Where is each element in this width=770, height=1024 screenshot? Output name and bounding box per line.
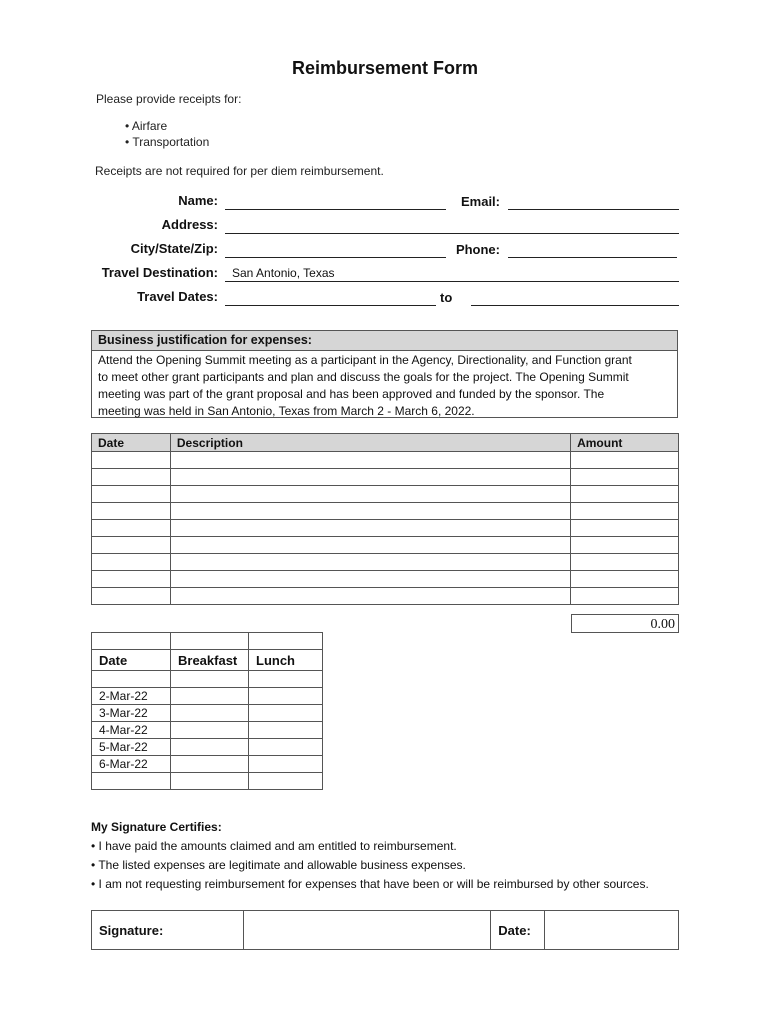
meals-table — [91, 632, 323, 790]
signature-label: Signature: — [92, 911, 244, 950]
justification-heading: Business justification for expenses: — [92, 331, 677, 351]
expenses-total: 0.00 — [571, 614, 679, 633]
meal-date: 6-Mar-22 — [92, 756, 171, 773]
table-row — [92, 469, 679, 486]
table-row — [92, 554, 679, 571]
certification-item: • I am not requesting reimbursement for expenses that have been or will be reimbursed by other sources. — [91, 877, 649, 891]
phone-field[interactable] — [508, 257, 677, 258]
justification-line: meeting was part of the grant proposal and has been approved and funded by the sponsor. The — [98, 387, 605, 401]
expenses-amount-header: Amount — [571, 434, 679, 452]
justification-line: Attend the Opening Summit meeting as a participant in the Agency, Directionality, and Function grant — [98, 353, 632, 367]
travel-dates-to: to — [440, 290, 453, 305]
meal-date: 5-Mar-22 — [92, 739, 171, 756]
meals-header-row — [92, 650, 323, 671]
expenses-date-header: Date — [92, 434, 171, 452]
travel-dates-label: Travel Dates: — [137, 289, 218, 304]
phone-label: Phone: — [455, 242, 500, 257]
certification-section — [91, 818, 649, 894]
certification-item: • I have paid the amounts claimed and am entitled to reimbursement. — [91, 839, 457, 853]
signature-date-field[interactable] — [545, 911, 679, 950]
destination-label: Travel Destination: — [101, 265, 218, 280]
meal-date: 2-Mar-22 — [92, 688, 171, 705]
travel-date-start-field[interactable] — [225, 305, 436, 306]
justification-line: to meet other grant participants and plan and discuss the goals for the project. The Opening Summit — [98, 370, 629, 384]
signature-field[interactable] — [243, 911, 490, 950]
expenses-header-row — [92, 434, 679, 452]
justification-box — [91, 330, 678, 418]
email-label: Email: — [460, 194, 500, 209]
table-row — [92, 773, 323, 790]
destination-value: San Antonio, Texas — [232, 266, 335, 280]
meals-lunch-header: Lunch — [249, 650, 323, 671]
expenses-description-header: Description — [170, 434, 570, 452]
table-row — [92, 486, 679, 503]
table-row — [92, 739, 323, 756]
table-row — [92, 705, 323, 722]
meal-date: 3-Mar-22 — [92, 705, 171, 722]
table-row — [92, 688, 323, 705]
table-row — [92, 452, 679, 469]
certification-heading: My Signature Certifies: — [91, 820, 222, 834]
bullet-transportation: • Transportation — [125, 135, 210, 149]
travel-date-end-field[interactable] — [471, 305, 679, 306]
bullet-airfare: • Airfare — [125, 119, 168, 133]
city-state-zip-field[interactable] — [225, 257, 446, 258]
table-row — [92, 633, 323, 650]
per-diem-note: Receipts are not required for per diem reimbursement. — [95, 164, 384, 178]
receipts-intro: Please provide receipts for: — [96, 92, 242, 106]
certification-item: • The listed expenses are legitimate and allowable business expenses. — [91, 858, 466, 872]
table-row — [92, 520, 679, 537]
meals-date-header: Date — [92, 650, 171, 671]
meal-date: 4-Mar-22 — [92, 722, 171, 739]
table-row — [92, 722, 323, 739]
page-title: Reimbursement Form — [291, 58, 479, 78]
email-field[interactable] — [508, 209, 679, 210]
signature-row — [92, 911, 679, 950]
table-row — [92, 537, 679, 554]
name-field[interactable] — [225, 209, 446, 210]
table-row — [92, 671, 323, 688]
name-label: Name: — [178, 193, 218, 208]
justification-line: meeting was held in San Antonio, Texas from March 2 - March 6, 2022. — [98, 404, 475, 418]
expenses-table — [91, 433, 679, 605]
meals-breakfast-header: Breakfast — [171, 650, 249, 671]
address-label: Address: — [161, 217, 218, 232]
table-row — [92, 503, 679, 520]
city-state-zip-label: City/State/Zip: — [130, 241, 218, 256]
table-row — [92, 571, 679, 588]
destination-field[interactable] — [225, 281, 679, 282]
table-row — [92, 756, 323, 773]
table-row — [92, 588, 679, 605]
signature-date-label: Date: — [491, 911, 545, 950]
justification-text — [92, 351, 677, 420]
signature-table — [91, 910, 679, 950]
address-field[interactable] — [225, 233, 679, 234]
